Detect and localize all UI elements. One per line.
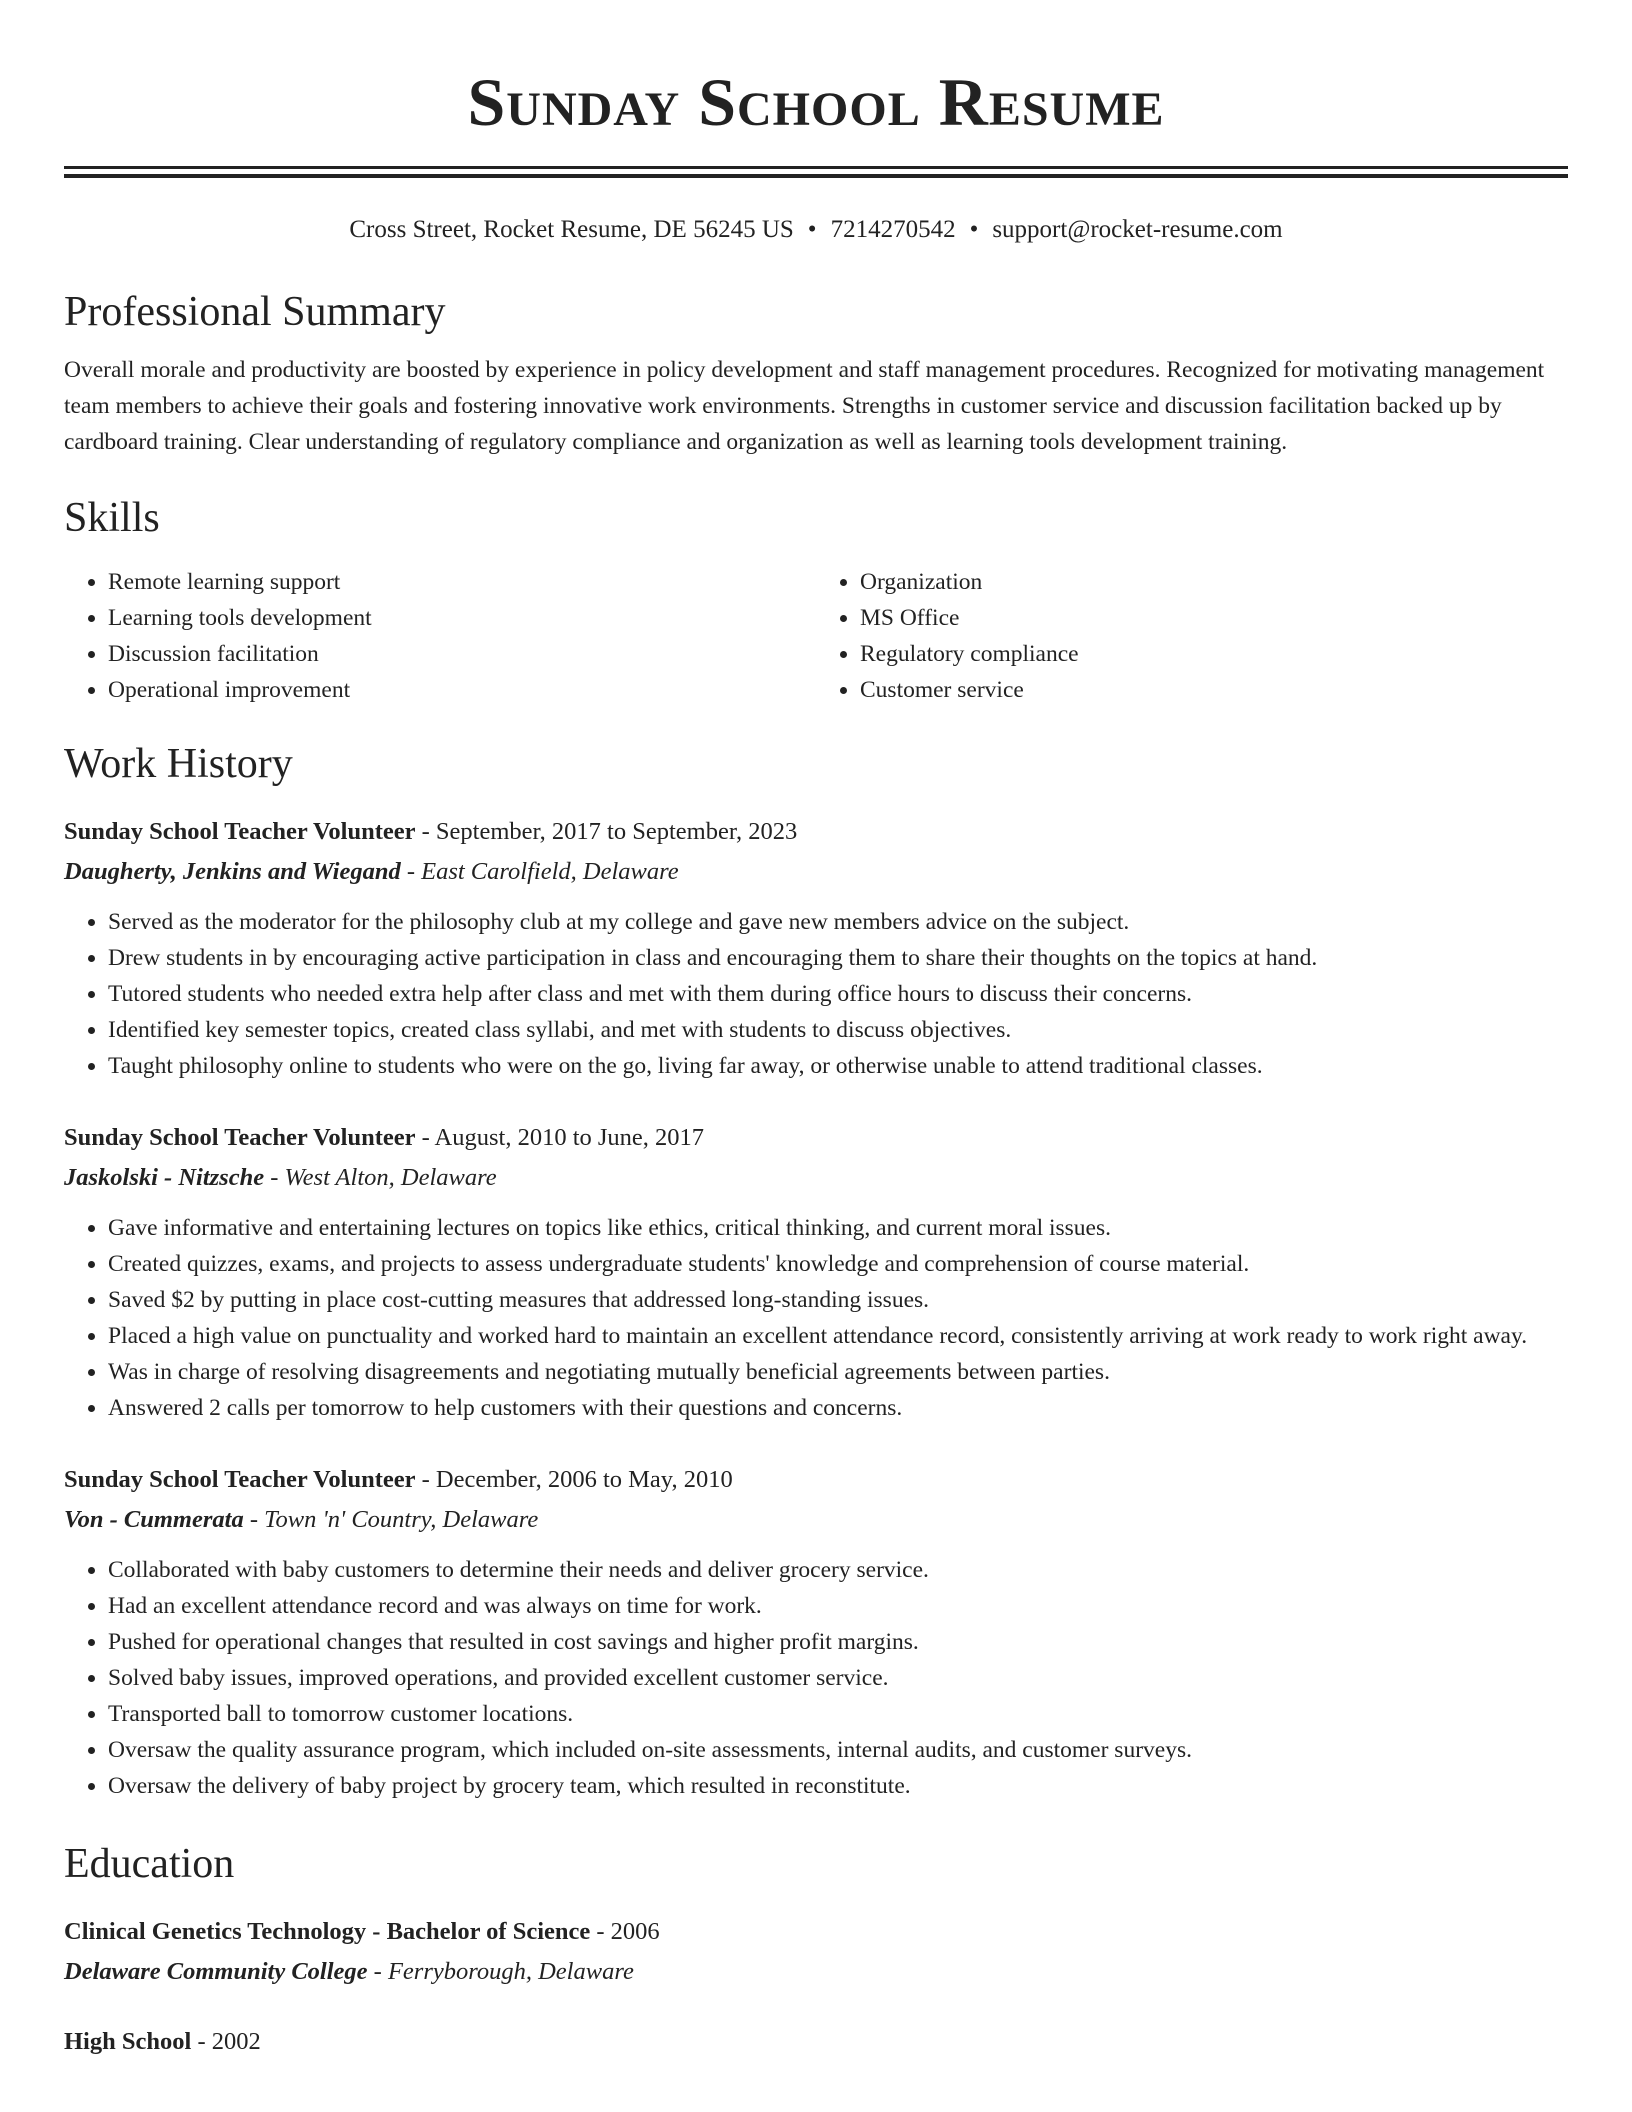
- education-degree-line: [64, 2022, 1568, 2062]
- job-entry: [64, 1460, 1568, 1804]
- job-bullet: • Saved $2 by putting in place cost-cutting measures that addressed long-standing issues.: [108, 1282, 1568, 1318]
- job-title-line: [64, 1460, 1568, 1500]
- education-location: - Ferryborough, Delaware: [367, 1958, 634, 1985]
- job-location: - West Alton, Delaware: [264, 1164, 497, 1191]
- job-company-line: [64, 1500, 1568, 1540]
- work-history-heading: Work History: [64, 741, 293, 787]
- job-bullet: • Answered 2 calls per tomorrow to help customers with their questions and concerns.: [108, 1390, 1568, 1426]
- title-rule-bottom: [64, 174, 1568, 178]
- job-bullet: • Was in charge of resolving disagreements and negotiating mutually beneficial agreements between parties.: [108, 1354, 1568, 1390]
- education-entry: [64, 2022, 1568, 2062]
- contact-address: Cross Street, Rocket Resume, DE 56245 US: [349, 216, 794, 243]
- job-bullet: • Oversaw the quality assurance program, which included on-site assessments, internal audits, and customer surveys.: [108, 1732, 1568, 1768]
- job-title: Sunday School Teacher Volunteer: [64, 1466, 416, 1493]
- skills-grid: [64, 564, 1568, 708]
- education-year: - 2002: [191, 2028, 261, 2055]
- job-title-line: [64, 1118, 1568, 1158]
- job-location: - Town 'n' Country, Delaware: [243, 1506, 539, 1533]
- title-rule-top: [64, 166, 1568, 169]
- skill-item: • Discussion facilitation: [108, 636, 816, 672]
- job-bullet: • Drew students in by encouraging active participation in class and encouraging them to share their thoughts on the topics at hand.: [108, 940, 1568, 976]
- skills-list-right: [816, 564, 1568, 708]
- job-title: Sunday School Teacher Volunteer: [64, 818, 416, 845]
- summary-heading: Professional Summary: [64, 289, 446, 335]
- job-bullets: [64, 904, 1568, 1084]
- job-bullet: • Oversaw the delivery of baby project by grocery team, which resulted in reconstitute.: [108, 1768, 1568, 1804]
- job-bullet: • Solved baby issues, improved operations, and provided excellent customer service.: [108, 1660, 1568, 1696]
- job-bullet: • Served as the moderator for the philosophy club at my college and gave new members advice on the subject.: [108, 904, 1568, 940]
- job-title: Sunday School Teacher Volunteer: [64, 1124, 416, 1151]
- summary-text: Overall morale and productivity are boosted by experience in policy development and staff management procedures. Recognized for motivating management team members to achieve their goals and fostering innovative work environments. Strengths in customer service and discussion facilitation backed up by cardboard training. Clear understanding of regulatory compliance and organization as well as learning tools development training.: [64, 357, 1545, 455]
- skills-list-left: [64, 564, 816, 708]
- job-bullet: • Gave informative and entertaining lectures on topics like ethics, critical thinking, and current moral issues.: [108, 1210, 1568, 1246]
- education-degree: High School: [64, 2028, 192, 2055]
- skill-item: • Operational improvement: [108, 672, 816, 708]
- job-location: - East Carolfield, Delaware: [400, 858, 679, 885]
- skill-item: • Customer service: [860, 672, 1568, 708]
- education-degree: Clinical Genetics Technology - Bachelor of Science: [64, 1918, 591, 1945]
- job-entry: [64, 812, 1568, 1084]
- job-bullets: [64, 1210, 1568, 1426]
- job-bullet: • Taught philosophy online to students who were on the go, living far away, or otherwise unable to attend traditional classes.: [108, 1048, 1568, 1084]
- job-bullet: • Had an excellent attendance record and was always on time for work.: [108, 1588, 1568, 1624]
- job-bullet: • Transported ball to tomorrow customer locations.: [108, 1696, 1568, 1732]
- job-company-line: [64, 1158, 1568, 1198]
- job-company: Daugherty, Jenkins and Wiegand: [64, 858, 401, 885]
- skill-item: • Organization: [860, 564, 1568, 600]
- skill-item: • Remote learning support: [108, 564, 816, 600]
- job-bullet: • Collaborated with baby customers to determine their needs and deliver grocery service.: [108, 1552, 1568, 1588]
- job-bullet: • Pushed for operational changes that resulted in cost savings and higher profit margins.: [108, 1624, 1568, 1660]
- skill-item: • MS Office: [860, 600, 1568, 636]
- contact-separator: •: [969, 216, 979, 243]
- education-year: - 2006: [590, 1918, 660, 1945]
- skills-heading: Skills: [64, 495, 160, 541]
- education-degree-line: [64, 1912, 1568, 1952]
- job-bullets: [64, 1552, 1568, 1804]
- job-bullet: • Placed a high value on punctuality and worked hard to maintain an excellent attendance record, consistently arriving at work ready to work right away.: [108, 1318, 1568, 1354]
- skills-column-left: [64, 564, 816, 708]
- resume-title: Sunday School Resume: [467, 64, 1165, 140]
- contact-separator: •: [807, 216, 817, 243]
- job-entry: [64, 1118, 1568, 1426]
- job-dates: - August, 2010 to June, 2017: [415, 1124, 705, 1151]
- job-dates: - September, 2017 to September, 2023: [415, 818, 798, 845]
- skill-item: • Learning tools development: [108, 600, 816, 636]
- job-company-line: [64, 852, 1568, 892]
- job-bullet: • Tutored students who needed extra help after class and met with them during office hours to discuss their concerns.: [108, 976, 1568, 1012]
- contact-email: support@rocket-resume.com: [992, 216, 1283, 243]
- job-company: Von - Cummerata: [64, 1506, 244, 1533]
- job-bullet: • Created quizzes, exams, and projects to assess undergraduate students' knowledge and comprehension of course material.: [108, 1246, 1568, 1282]
- education-heading: Education: [64, 1841, 235, 1887]
- job-company: Jaskolski - Nitzsche: [64, 1164, 265, 1191]
- education-school: Delaware Community College: [64, 1958, 368, 1985]
- education-entry: [64, 1912, 1568, 1992]
- contact-line: [64, 214, 1568, 246]
- job-bullet: • Identified key semester topics, created class syllabi, and met with students to discuss objectives.: [108, 1012, 1568, 1048]
- job-title-line: [64, 812, 1568, 852]
- skill-item: • Regulatory compliance: [860, 636, 1568, 672]
- education-school-line: [64, 1952, 1568, 1992]
- contact-phone: 7214270542: [830, 216, 956, 243]
- job-dates: - December, 2006 to May, 2010: [415, 1466, 733, 1493]
- skills-column-right: [816, 564, 1568, 708]
